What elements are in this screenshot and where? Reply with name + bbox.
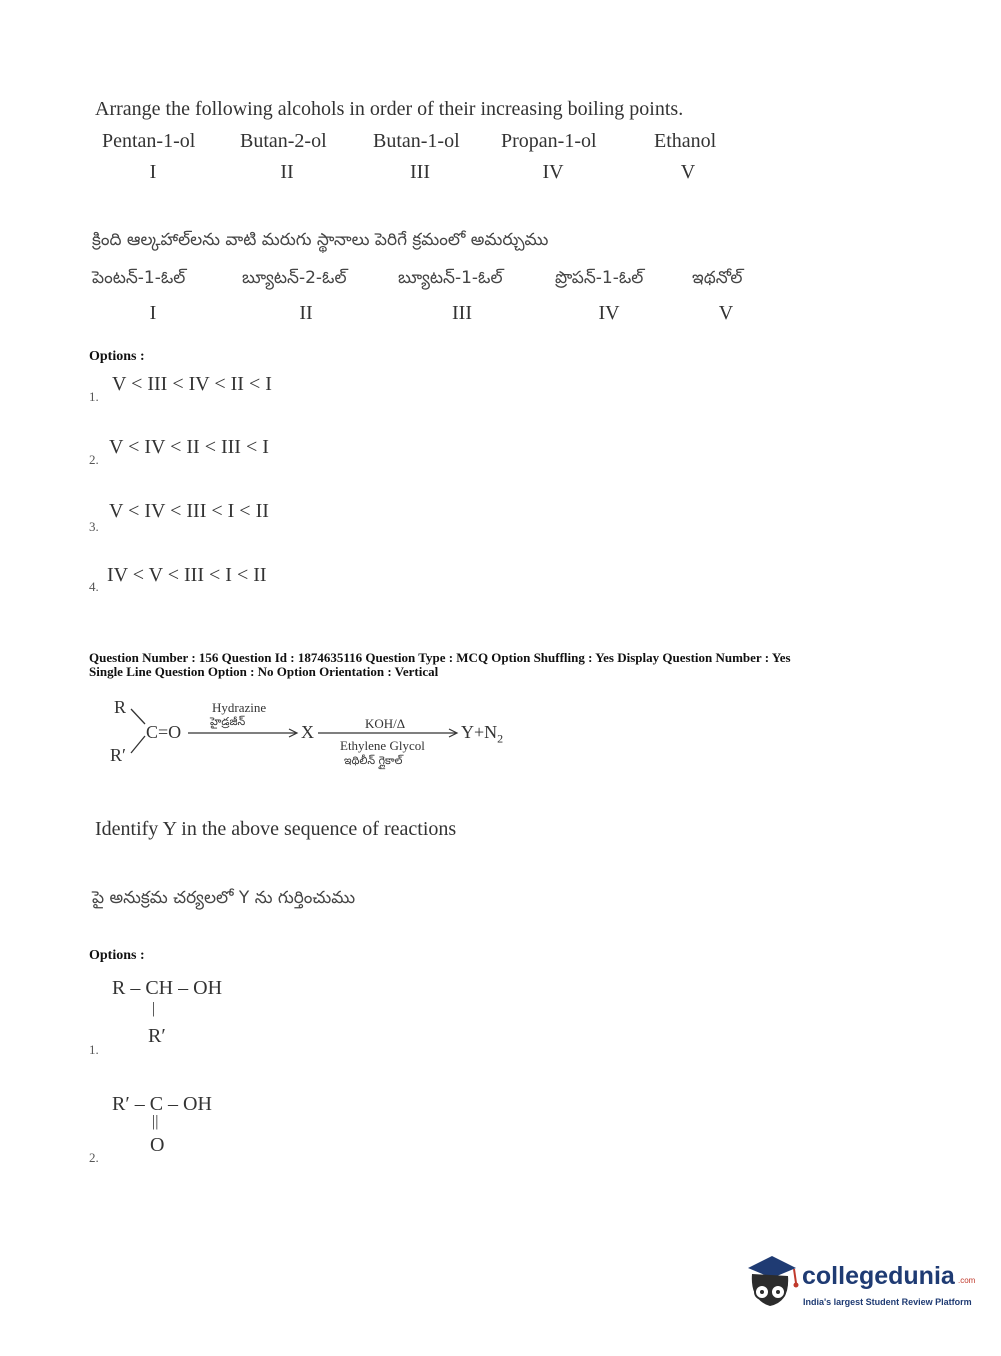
intermediate-x: X [301,722,314,742]
option-text: V < IV < III < I < II [109,500,269,522]
reagent-ethylene-glycol-telugu: ఇథిలీన్ గ్లైకాల్ [344,754,403,767]
alcohol-name-row [0,130,1001,156]
question-156-telugu-prompt: పై అనుక్రమ చర్యలలో Y ను గుర్తించుము [92,888,356,908]
alcohol-butan-1-ol: Butan-1-ol [373,130,460,152]
alcohol-pentan-1-ol: Pentan-1-ol [102,130,196,152]
question-156-meta-line1: Question Number : 156 Question Id : 1874635116 Question Type : MCQ Option Shuffling : Yes Display Question Number : Yes [89,650,791,665]
numeral-v-telugu: V [718,302,734,324]
numeral-v: V [680,161,696,183]
product-text: Y+N [461,722,498,742]
option-text: V < III < IV < II < I [112,373,272,395]
numeral-iv: IV [542,161,564,183]
option-number: 1. [89,389,99,404]
reaction-arrow-1 [188,727,300,739]
telugu-alcohol-4: ప్రొపన్-1-ఓల్ [555,268,644,288]
alcohol-ethanol: Ethanol [654,130,717,152]
question-156-meta-line2: Single Line Question Option : No Option Orientation : Vertical [89,664,439,679]
numeral-ii: II [280,161,294,183]
alcohol-propan-1-ol: Propan-1-ol [501,130,597,152]
options-label-156: Options : [89,948,145,963]
telugu-alcohol-row [0,268,1001,294]
option-number: 2. [89,1150,99,1165]
question-155-prompt: Arrange the following alcohols in order of their increasing boiling points. [95,98,684,120]
option-number: 2. [89,452,99,467]
reagent-koh: KOH/Δ [365,716,406,731]
telugu-alcohol-3: బ్యూటన్-1-ఓల్ [398,268,503,288]
option-formula-bond: || [152,1113,159,1130]
options-label-155: Options : [89,349,145,364]
brand-tagline: India's largest Student Review Platform [803,1297,972,1307]
option-number: 3. [89,519,99,534]
option-formula-sub: R′ [148,1025,166,1047]
option-number: 4. [89,579,99,594]
question-156-prompt: Identify Y in the above sequence of reactions [95,818,457,840]
mascot-icon [742,1250,800,1312]
product-y [461,722,503,747]
product-subscript: 2 [497,731,504,746]
carbonyl-group: C=O [146,722,182,742]
option-text: IV < V < III < I < II [107,564,267,586]
numeral-row-english [0,161,1001,187]
option-formula-sub: O [150,1134,165,1156]
numeral-iii: III [410,161,430,183]
reactant-r-prime: R′ [110,745,126,765]
telugu-alcohol-1: పెంటన్-1-ఓల్ [92,268,186,288]
numeral-row-telugu [0,302,1001,328]
reagent-hydrazine: Hydrazine [212,700,267,715]
option-formula-main: R′ – C – OH [112,1093,212,1115]
option-number: 1. [89,1042,99,1057]
numeral-i-telugu: I [149,302,157,324]
numeral-i: I [149,161,157,183]
brand-suffix: .com [958,1276,976,1285]
telugu-alcohol-5: ఇథనోల్ [692,268,743,288]
numeral-iv-telugu: IV [598,302,620,324]
numeral-ii-telugu: II [299,302,313,324]
option-text: V < IV < II < III < I [109,436,269,458]
reactant-r: R [114,697,127,717]
telugu-alcohol-2: బ్యూటన్-2-ఓల్ [242,268,347,288]
brand-name: collegedunia [802,1262,955,1290]
reagent-hydrazine-telugu: హైడ్రజీన్ [210,715,246,728]
reagent-ethylene-glycol: Ethylene Glycol [340,738,425,753]
option-formula-bond: | [152,1000,156,1017]
alcohol-butan-2-ol: Butan-2-ol [240,130,327,152]
numeral-iii-telugu: III [452,302,472,324]
question-155-telugu-prompt: క్రింది ఆల్కహాల్‌లను వాటి మరుగు స్థానాలు పెరిగే క్రమంలో అమర్చుము [92,230,549,250]
option-formula-main: R – CH – OH [112,977,223,999]
